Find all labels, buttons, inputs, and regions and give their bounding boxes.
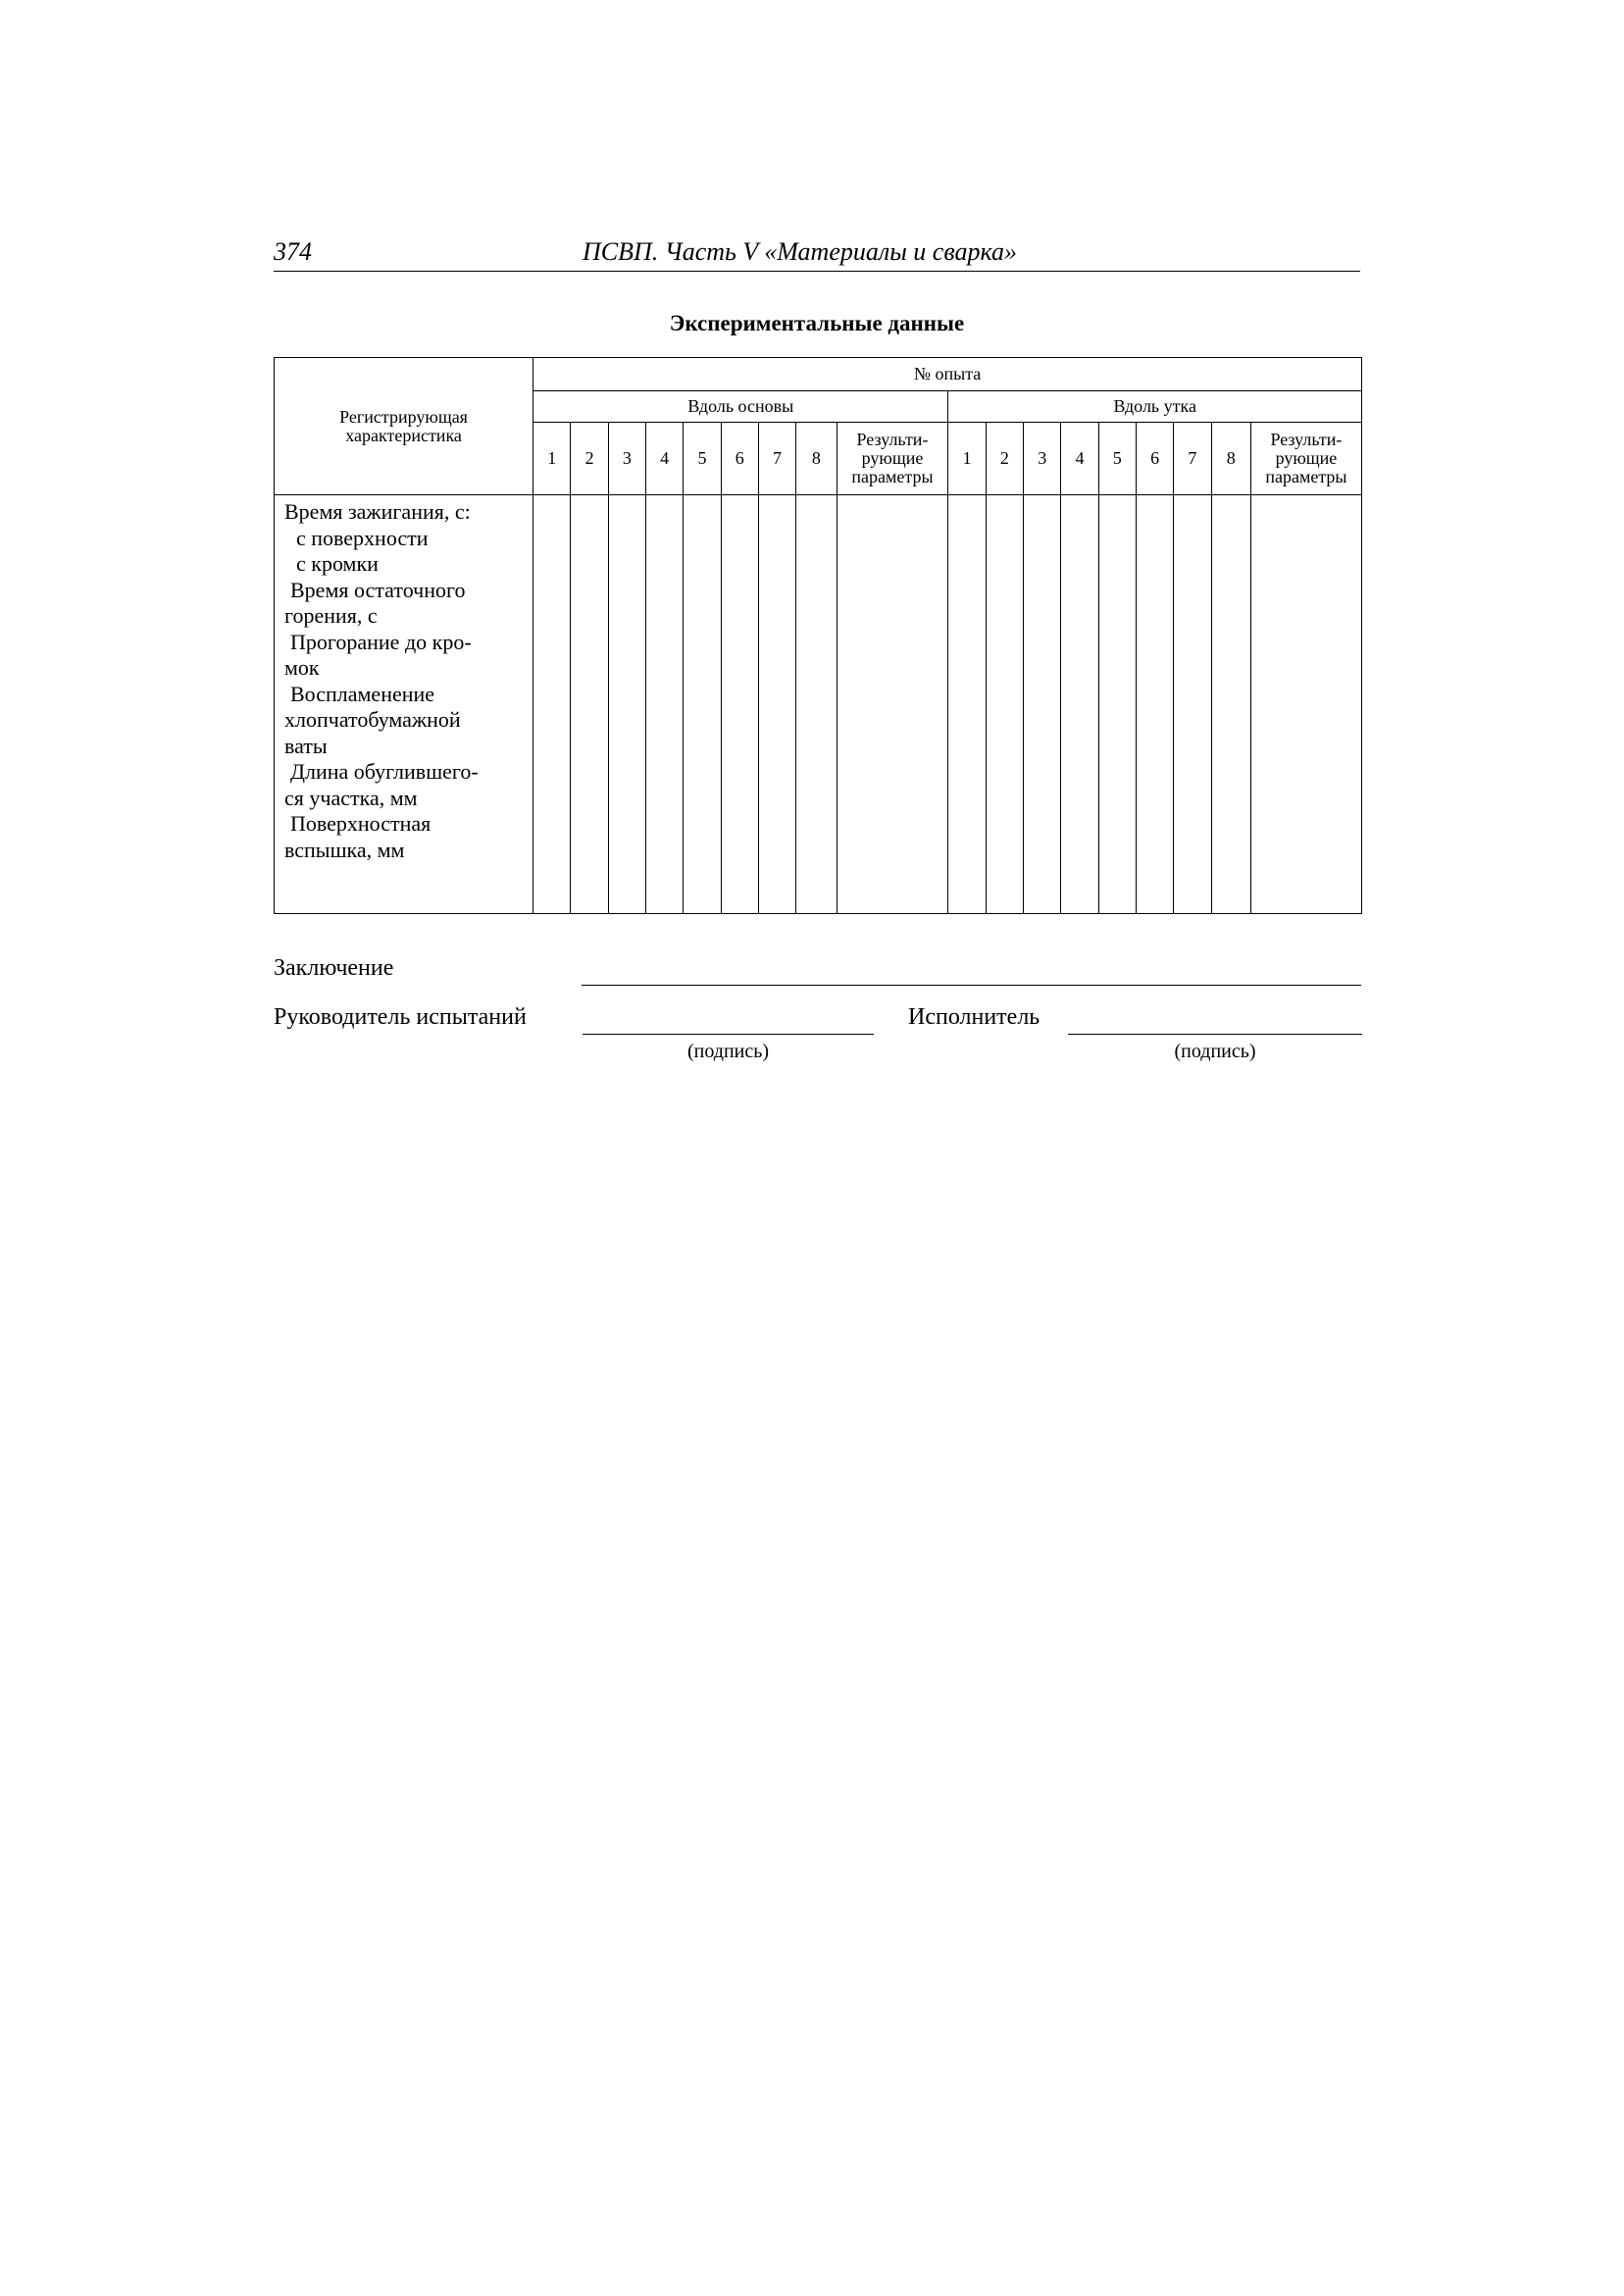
column-number: 3 [1024,423,1061,495]
empty-data-cell [608,495,645,914]
row-label: хлопчатобумажной [284,707,461,732]
result-header-line2: рующие [1275,448,1338,468]
row-label: вспышка, мм [284,837,405,862]
row-label: ваты [284,733,328,758]
experiment-number-header: № опыта [533,358,1362,391]
empty-data-cell [684,495,721,914]
empty-data-cell [646,495,684,914]
column-number: 2 [986,423,1023,495]
empty-data-cell [1061,495,1098,914]
column-number: 8 [796,423,837,495]
column-number: 1 [533,423,571,495]
table-body-row [275,495,1362,914]
empty-data-cell [758,495,795,914]
column-number: 6 [1136,423,1173,495]
column-number: 7 [1174,423,1211,495]
row-label: Длина обуглившего- [290,759,479,784]
executor-signature-line [1068,1034,1362,1035]
empty-data-cell [1098,495,1136,914]
column-number: 5 [1098,423,1136,495]
row-label: горения, с [284,603,378,628]
empty-result-cell [837,495,948,914]
test-lead-signature-line [583,1034,874,1035]
column-number: 3 [608,423,645,495]
conclusion-line [582,985,1361,986]
empty-data-cell [533,495,571,914]
empty-data-cell [948,495,986,914]
table-title: Экспериментальные данные [669,311,965,335]
column-number: 6 [721,423,758,495]
running-title: ПСВП. Часть V «Материалы и сварка» [583,237,1017,266]
row-label: Время зажигания, с: [284,499,471,524]
result-header-line1: Результи- [1270,430,1343,449]
result-parameters-header [1250,423,1361,495]
experimental-data-table [274,357,1362,914]
column-number: 1 [948,423,986,495]
column-number: 4 [1061,423,1098,495]
empty-data-cell [721,495,758,914]
empty-result-cell [1250,495,1361,914]
row-label: Прогорание до кро- [290,629,472,654]
empty-data-cell [986,495,1023,914]
executor-signature-caption: (подпись) [1174,1041,1256,1062]
empty-data-cell [571,495,608,914]
test-lead-signature-caption: (подпись) [686,1041,770,1062]
row-label-header-line2: характеристика [345,425,462,445]
group-warp-header: Вдоль основы [533,391,948,423]
empty-data-cell [1211,495,1250,914]
empty-data-cell [1024,495,1061,914]
column-number: 7 [758,423,795,495]
conclusion-label: Заключение [274,955,394,981]
signature-block [274,1002,1362,1071]
row-label: Время остаточного [290,577,466,602]
result-header-line3: параметры [1265,467,1347,486]
test-lead-label: Руководитель испытаний [274,1004,527,1030]
empty-data-cell [1136,495,1173,914]
row-labels-cell [275,495,533,914]
row-label: с поверхности [296,525,429,550]
column-number: 5 [684,423,721,495]
row-label: с кромки [296,551,379,576]
empty-data-cell [1174,495,1211,914]
result-header-line2: рующие [861,448,924,468]
group-weft-header: Вдоль утка [948,391,1362,423]
result-header-line3: параметры [851,467,934,486]
row-label-header [275,358,533,495]
row-label: мок [284,655,320,680]
row-label-header-line1: Регистрирующая [339,406,468,427]
row-label: Воспламенение [290,681,435,706]
row-label: Поверхностная [290,811,431,836]
result-header-line1: Результи- [856,430,929,449]
column-number: 4 [646,423,684,495]
column-number: 2 [571,423,608,495]
page-number: 374 [274,237,312,266]
row-label: ся участка, мм [284,785,418,810]
empty-data-cell [796,495,837,914]
page-header [274,238,1360,272]
column-number: 8 [1211,423,1250,495]
executor-label: Исполнитель [908,1004,1040,1030]
result-parameters-header [837,423,948,495]
